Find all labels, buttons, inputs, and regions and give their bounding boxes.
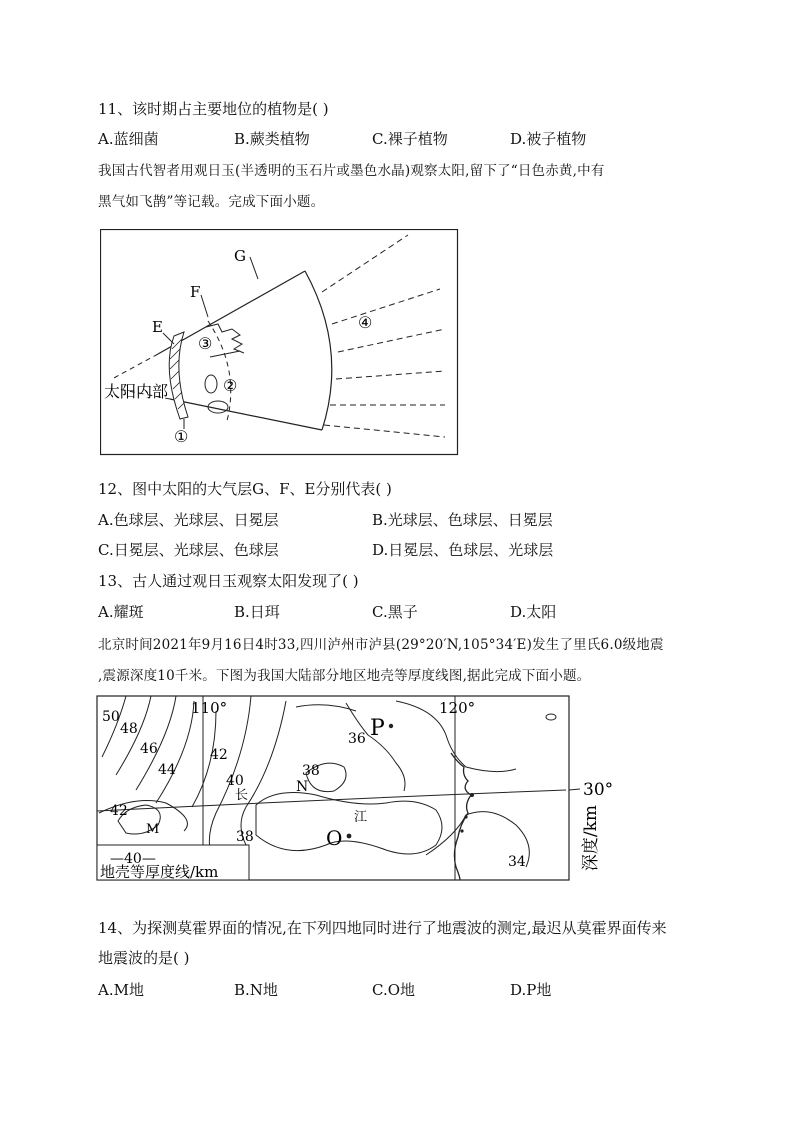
q14-stem-line2: 地震波的是( ) xyxy=(98,949,190,967)
q12-stem: 12、图中太阳的大气层G、F、E分别代表( ) xyxy=(98,480,392,498)
q14-stem-line1: 14、为探测莫霍界面的情况,在下列四地同时进行了地震波的测定,最迟从莫霍界面传来 xyxy=(98,919,667,937)
label-depth-axis: 深度/km xyxy=(581,805,601,872)
sun-structure-figure xyxy=(100,229,460,457)
label-f: F xyxy=(190,283,201,301)
q12-option-c: C.日冕层、光球层、色球层 xyxy=(98,541,279,559)
contour-42-lower: 42 xyxy=(110,803,128,819)
label-circle-4: ④ xyxy=(358,313,373,332)
point-p-marker xyxy=(389,724,393,728)
q13-stem: 13、古人通过观日玉观察太阳发现了( ) xyxy=(98,572,359,590)
label-river-jiang: 江 xyxy=(354,810,368,825)
label-g: G xyxy=(234,247,246,265)
q14-option-b: B.N地 xyxy=(234,981,278,999)
label-point-o: O xyxy=(326,826,343,850)
q12-option-d: D.日冕层、色球层、光球层 xyxy=(372,541,554,559)
contour-36: 36 xyxy=(348,731,366,747)
contour-34: 34 xyxy=(508,854,526,870)
contour-48: 48 xyxy=(120,721,138,737)
contour-38-n: 38 xyxy=(302,763,320,779)
q11-stem: 11、该时期占主要地位的植物是( ) xyxy=(98,100,329,118)
q11-option-d: D.被子植物 xyxy=(510,130,587,148)
contour-42-upper: 42 xyxy=(210,747,228,763)
label-point-m: M xyxy=(146,822,160,837)
q13-option-b: B.日珥 xyxy=(234,603,280,621)
label-e: E xyxy=(152,318,163,336)
contour-50: 50 xyxy=(102,709,120,725)
q14-option-d: D.P地 xyxy=(510,981,552,999)
q11-option-b: B.蕨类植物 xyxy=(234,130,310,148)
label-lat-30: 30° xyxy=(583,780,614,800)
q12-option-b: B.光球层、色球层、日冕层 xyxy=(372,511,553,529)
label-point-p: P xyxy=(370,716,385,741)
contour-46: 46 xyxy=(140,741,158,757)
q14-option-c: C.O地 xyxy=(372,981,416,999)
q14-option-a: A.M地 xyxy=(98,981,144,999)
q11-option-a: A.蓝细菌 xyxy=(98,130,159,148)
point-o-marker xyxy=(347,834,352,839)
q13-option-c: C.黑子 xyxy=(372,603,418,621)
passage2-line2: ,震源深度10千米。下图为我国大陆部分地区地壳等厚度线图,据此完成下面小题。 xyxy=(98,668,591,684)
crust-thickness-map xyxy=(96,695,636,895)
latitude-30-tick xyxy=(569,789,580,790)
label-sun-interior: 太阳内部 xyxy=(104,382,169,401)
label-river-chang: 长 xyxy=(235,788,249,803)
q13-option-a: A.耀斑 xyxy=(98,603,144,621)
label-point-n: N xyxy=(296,779,309,795)
label-lon-110: 110° xyxy=(191,699,228,717)
passage1-line1: 我国古代智者用观日玉(半透明的玉石片或墨色水晶)观察太阳,留下了“日色赤黄,中有 xyxy=(98,163,605,179)
passage2-line1: 北京时间2021年9月16日4时33,四川泸州市泸县(29°20′N,105°34′E)发生了里氏6.0级地震 xyxy=(98,637,664,653)
legend-sample: —40— xyxy=(110,851,156,867)
legend-text: 地壳等厚度线/km xyxy=(100,863,219,881)
label-lon-120: 120° xyxy=(439,699,476,717)
contour-38-s: 38 xyxy=(236,829,254,845)
label-circle-3: ③ xyxy=(198,334,213,353)
passage1-line2: 黑气如飞鹊”等记载。完成下面小题。 xyxy=(98,194,325,210)
q11-option-c: C.裸子植物 xyxy=(372,130,448,148)
contour-40: 40 xyxy=(226,773,244,789)
q13-option-d: D.太阳 xyxy=(510,603,557,621)
contour-44: 44 xyxy=(158,762,176,778)
q12-option-a: A.色球层、光球层、日冕层 xyxy=(98,511,279,529)
label-circle-1: ① xyxy=(174,427,189,446)
label-circle-2: ② xyxy=(223,376,238,395)
